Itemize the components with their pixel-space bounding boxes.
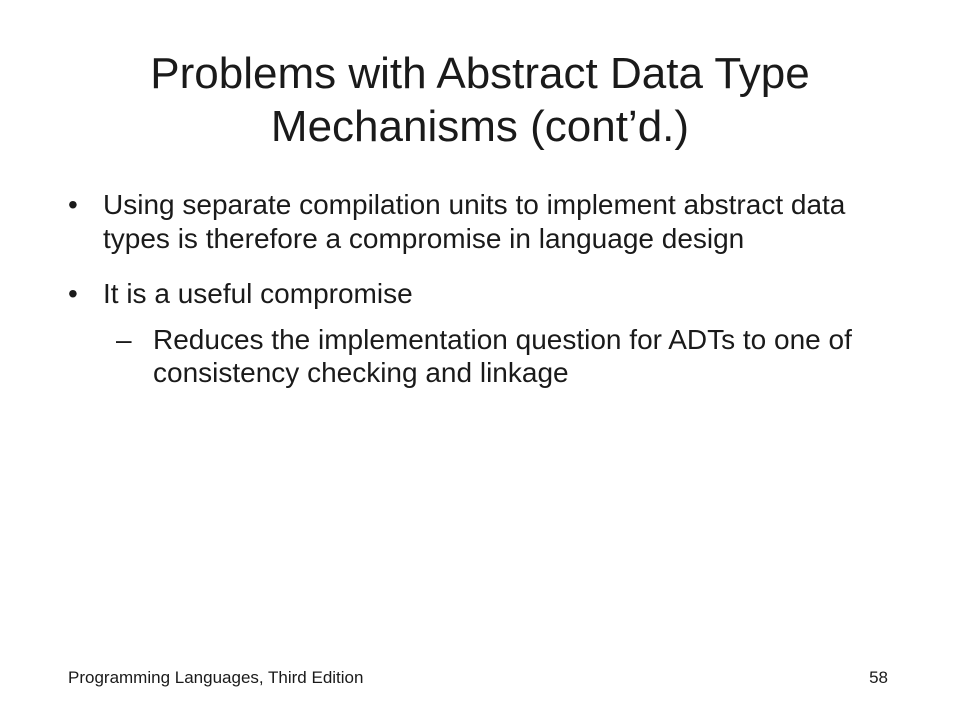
footer-book-title: Programming Languages, Third Edition — [68, 668, 364, 687]
bullet-icon: • — [68, 278, 78, 310]
sub-bullet-list — [103, 323, 868, 390]
bullet-list — [68, 188, 868, 390]
bullet-item — [68, 277, 868, 390]
slide-title: Problems with Abstract Data Type Mechanisms (cont’d.) — [150, 49, 810, 151]
bullet-item — [68, 188, 868, 255]
footer-page-number: 58 — [869, 668, 888, 687]
bullet-text: It is a useful compromise — [103, 278, 413, 310]
slide-content — [68, 188, 868, 390]
bullet-text: Using separate compilation units to implement abstract data types is therefore a compromise in language design — [103, 189, 846, 254]
sub-bullet-item — [103, 323, 868, 390]
bullet-icon: • — [68, 189, 78, 220]
dash-icon: – — [116, 323, 132, 355]
sub-bullet-text: Reduces the implementation question for ADTs to one of consistency checking and linkage — [153, 323, 852, 389]
